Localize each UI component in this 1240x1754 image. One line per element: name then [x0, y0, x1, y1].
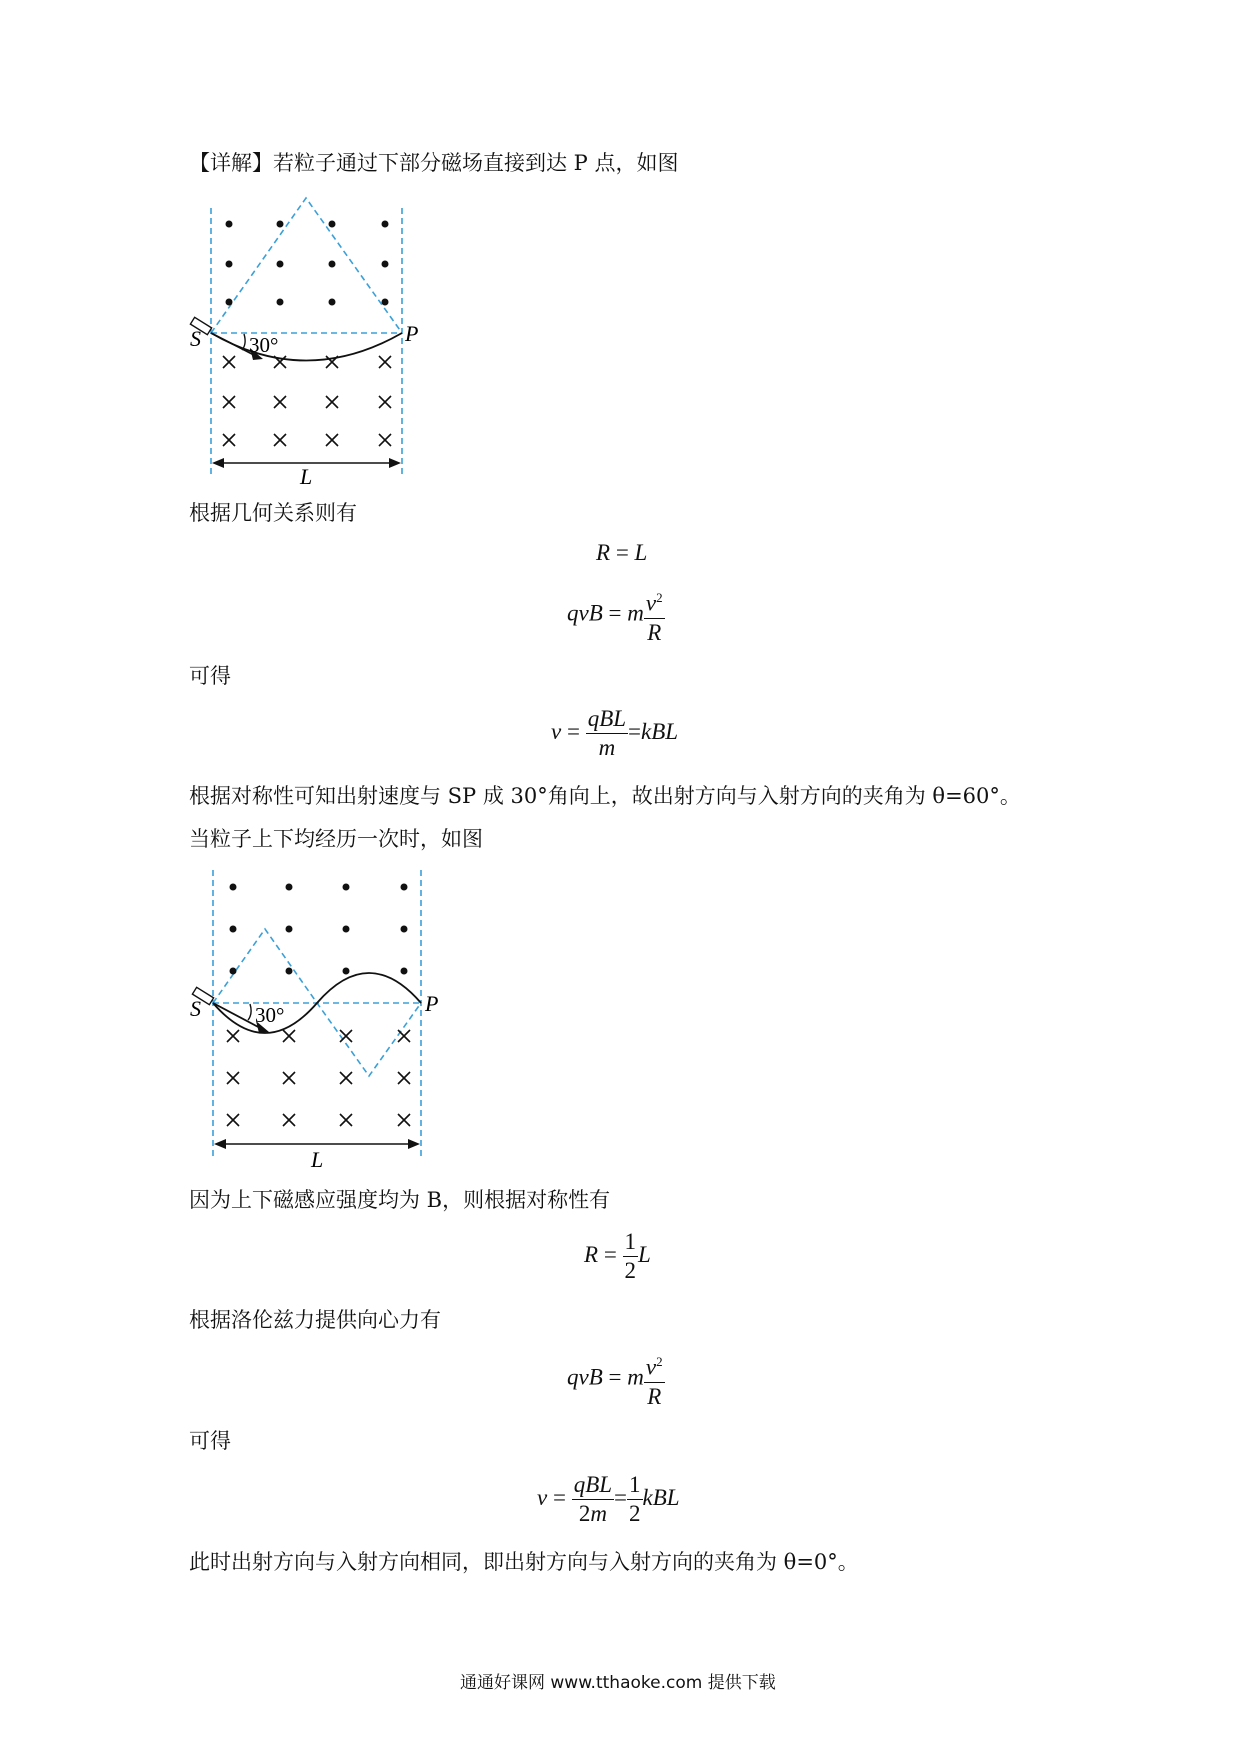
figure-2: [180, 865, 460, 1175]
equation-2: qvB = m $\frac{v^2}{R}$: [567, 585, 665, 646]
paragraph-3: 可得: [189, 664, 231, 688]
paragraph-1: 【详解】若粒子通过下部分磁场直接到达 P 点，如图: [189, 151, 679, 175]
fig2-label-l: L: [311, 1147, 324, 1172]
fig2-label-angle: 30°: [255, 1003, 285, 1027]
fig1-label-l: L: [300, 464, 313, 489]
paragraph-9: 此时出射方向与入射方向相同，即出射方向与入射方向的夹角为 θ=0°。: [189, 1550, 859, 1574]
paragraph-7: 根据洛伦兹力提供向心力有: [189, 1308, 441, 1332]
fig1-label-p: P: [405, 321, 419, 346]
equation-1: R = L: [596, 540, 648, 565]
equation-4: R = $\frac{1}{2}$ L: [584, 1229, 651, 1283]
footer-text: 通通好课网 www.tthaoke.com 提供下载: [460, 1673, 776, 1693]
figure-1: [180, 190, 440, 500]
equation-5: qvB = m $\frac{v^2}{R}$: [567, 1349, 665, 1410]
equation-6: v = $\frac{\text{qBL}}{2m}$ = $\frac{1}{2}$ kBL: [537, 1472, 680, 1526]
paragraph-2: 根据几何关系则有: [189, 501, 357, 525]
equation-3: v = $\frac{\text{qBL}}{m}$ =kBL: [551, 706, 679, 760]
fig2-label-p: P: [425, 991, 439, 1016]
paragraph-6: 因为上下磁感应强度均为 B，则根据对称性有: [189, 1188, 611, 1212]
paragraph-4: 根据对称性可知出射速度与 SP 成 30°角向上，故出射方向与入射方向的夹角为 θ=60°。: [189, 784, 1021, 808]
paragraph-8: 可得: [189, 1429, 231, 1453]
fig2-label-s: S: [190, 996, 201, 1021]
fig1-label-angle: 30°: [249, 333, 279, 357]
fig1-label-s: S: [190, 326, 201, 351]
paragraph-5: 当粒子上下均经历一次时，如图: [189, 827, 483, 851]
